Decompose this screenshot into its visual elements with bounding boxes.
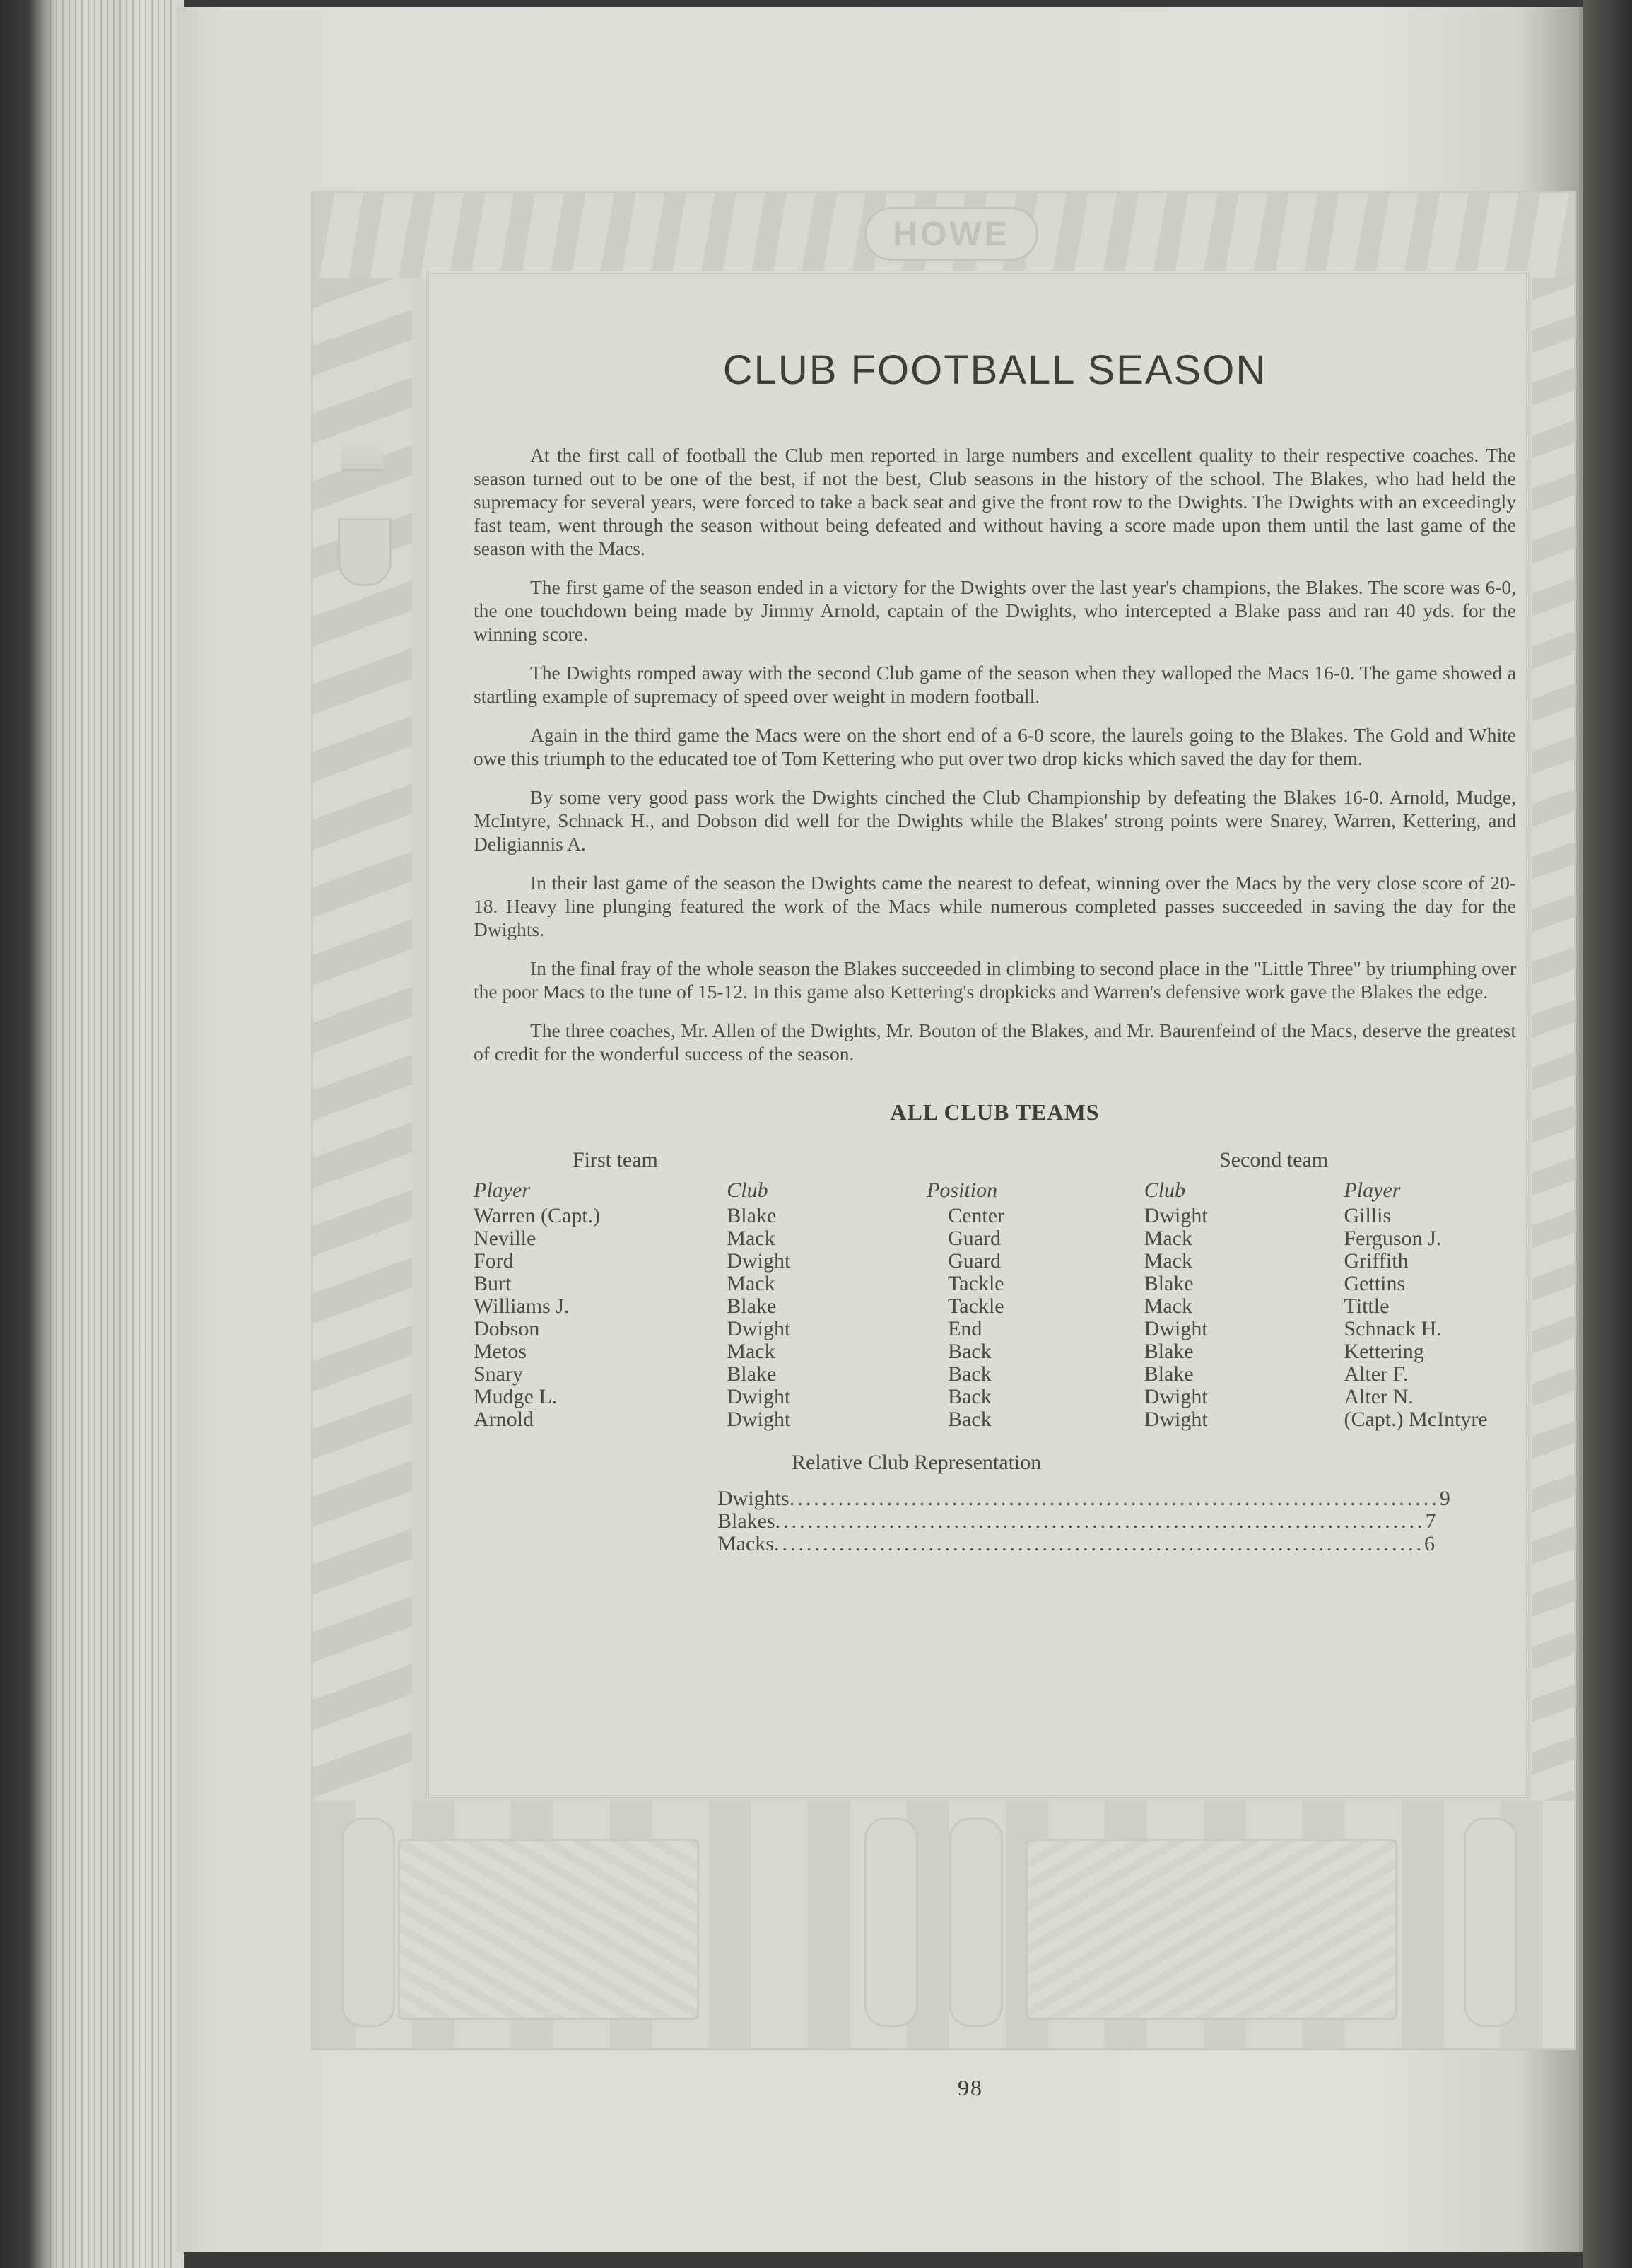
table-cell: Blake: [727, 1204, 777, 1227]
table-cell: Mack: [1144, 1249, 1192, 1273]
page-title: CLUB FOOTBALL SEASON: [722, 347, 1267, 393]
dot-leader: ................................................................................: [789, 1487, 1440, 1510]
table-cell: Mudge L.: [474, 1385, 558, 1408]
table-cell: Snary: [474, 1362, 523, 1386]
paragraph: Again in the third game the Macs were on the short end of a 6-0 score, the laurels going to the Blakes. The Gold and White owe this triumph to the educated toe of Tom Kettering who put over two drop kicks which saved the day for them.: [474, 724, 1516, 769]
scroll-post-icon: [864, 1818, 918, 2027]
table-cell: Back: [948, 1385, 992, 1408]
table-cell: Williams J.: [474, 1294, 570, 1318]
table-cell: Warren (Capt.): [474, 1204, 601, 1227]
frame-right-ornament: [1532, 278, 1574, 1805]
table-cell: Blake: [1144, 1272, 1194, 1295]
all-club-teams-table: [474, 1176, 1516, 1431]
school-logo: HOWE: [864, 207, 1038, 261]
table-cell: Mack: [727, 1227, 775, 1250]
column-header: Club: [727, 1179, 768, 1202]
table-row: [474, 1386, 1516, 1408]
scroll-post-icon: [949, 1818, 1003, 2027]
table-cell: Dobson: [474, 1317, 540, 1340]
all-club-teams-heading: ALL CLUB TEAMS: [890, 1099, 1100, 1125]
team-headings: [474, 1148, 1516, 1176]
representation-row: [717, 1509, 1436, 1533]
table-cell: Dwight: [1144, 1204, 1208, 1227]
table-cell: Mack: [1144, 1227, 1192, 1250]
representation-row: [717, 1532, 1435, 1555]
table-header-row: [474, 1176, 1516, 1205]
table-cell: Blake: [1144, 1340, 1194, 1363]
table-cell: Alter F.: [1344, 1362, 1409, 1386]
table-cell: Gillis: [1344, 1204, 1392, 1227]
table-cell: End: [948, 1317, 982, 1340]
table-body: [474, 1205, 1516, 1431]
frame-bottom-ornament: [313, 1801, 1574, 2048]
book-page-stack: [49, 0, 177, 2268]
table-cell: Tackle: [948, 1272, 1004, 1295]
table-cell: Back: [948, 1362, 992, 1386]
paragraph: In their last game of the season the Dwights came the nearest to defeat, winning over the Macs by the very close score of 20-18. Heavy line plunging featured the work of the Macs while numerous completed passes succeeded in saving the day for the Dwights.: [474, 872, 1516, 940]
table-cell: Dwight: [727, 1385, 791, 1408]
table-cell: Dwight: [1144, 1408, 1208, 1431]
table-row: [474, 1363, 1516, 1386]
table-cell: Center: [948, 1204, 1005, 1227]
club-name: Blakes: [717, 1509, 775, 1533]
scroll-post-icon: [1464, 1818, 1517, 2027]
table-cell: Blake: [727, 1294, 777, 1318]
club-count: 6: [1423, 1532, 1435, 1555]
table-cell: Metos: [474, 1340, 527, 1363]
table-cell: Arnold: [474, 1408, 534, 1431]
table-cell: Tittle: [1344, 1294, 1390, 1318]
paragraph: In the final fray of the whole season the Blakes succeeded in climbing to second place in the "Little Three" by triumphing over the poor Macs to the tune of 15-12. In this game also Kettering's dropkicks and Warren's defensive work gave the Blakes the edge.: [474, 957, 1516, 1003]
table-cell: Mack: [727, 1272, 775, 1295]
dot-leader: ................................................................................: [775, 1509, 1426, 1533]
page-number: 98: [958, 2075, 983, 2100]
table-cell: Dwight: [727, 1249, 791, 1273]
table-cell: Alter N.: [1344, 1385, 1414, 1408]
paragraph: The first game of the season ended in a victory for the Dwights over the last year's champions, the Blakes. The score was 6-0, the one touchdown being made by Jimmy Arnold, captain of the Dwights, who intercepted a Blake pass and ran 40 yds. for the winning score.: [474, 576, 1516, 645]
paragraph: By some very good pass work the Dwights cinched the Club Championship by defeating the Blakes 16-0. Arnold, Mudge, McIntyre, Schnack H., and Dobson did well for the Dwights while the Blakes' strong points were Snarey, Warren, Kettering, and Deligiannis A.: [474, 786, 1516, 855]
table-cell: Tackle: [948, 1294, 1004, 1318]
table-cell: Schnack H.: [1344, 1317, 1442, 1340]
article-body: [474, 443, 1516, 1065]
house-scene-illustration: [1026, 1839, 1397, 2020]
paragraph: At the first call of football the Club men reported in large numbers and excellent quality to their respective coaches. The season turned out to be one of the best, if not the best, Club seasons in the history of the school. The Blakes, who had held the supremacy for several years, were forced to take a back seat and give the front row to the Dwights. The Dwights with an exceedingly fast team, went through the season without being defeated and without having a score made upon them until the last game of the season with the Macs.: [474, 444, 1516, 559]
table-row: [474, 1318, 1516, 1340]
representation-row: [717, 1487, 1450, 1510]
table-cell: Guard: [948, 1227, 1002, 1250]
club-count: 9: [1439, 1487, 1450, 1510]
book-binding-shadow: [1583, 0, 1632, 2268]
frame-left-ornament: [313, 278, 412, 1805]
table-cell: Mack: [1144, 1294, 1192, 1318]
table-cell: Ferguson J.: [1344, 1227, 1442, 1250]
table-cell: (Capt.) McIntyre: [1344, 1408, 1488, 1431]
table-row: [474, 1295, 1516, 1318]
representation-heading: Relative Club Representation: [792, 1451, 1042, 1474]
table-cell: Mack: [727, 1340, 775, 1363]
table-cell: Guard: [948, 1249, 1002, 1273]
club-name: Macks: [717, 1532, 774, 1555]
table-cell: Kettering: [1344, 1340, 1424, 1363]
table-cell: Dwight: [1144, 1385, 1208, 1408]
table-cell: Back: [948, 1408, 992, 1431]
page-content: [474, 346, 1516, 1555]
first-team-label: First team: [573, 1148, 658, 1171]
shield-icon: [338, 518, 392, 586]
column-header: Club: [1144, 1179, 1186, 1202]
column-header: Player: [474, 1179, 530, 1202]
column-header: Position: [927, 1179, 998, 1202]
paragraph: The three coaches, Mr. Allen of the Dwights, Mr. Bouton of the Blakes, and Mr. Baurenfeind of the Macs, deserve the greatest of credit for the wonderful success of the season.: [474, 1019, 1516, 1065]
table-row: [474, 1340, 1516, 1363]
representation-list: [474, 1487, 1516, 1555]
table-cell: Dwight: [1144, 1317, 1208, 1340]
club-name: Dwights: [717, 1487, 789, 1510]
table-row: [474, 1205, 1516, 1227]
club-count: 7: [1425, 1509, 1436, 1533]
table-cell: Dwight: [727, 1317, 791, 1340]
table-row: [474, 1408, 1516, 1431]
table-row: [474, 1250, 1516, 1273]
paragraph: The Dwights romped away with the second Club game of the season when they walloped the Macs 16-0. The game showed a startling example of supremacy of speed over weight in modern football.: [474, 662, 1516, 707]
table-row: [474, 1227, 1516, 1250]
table-cell: Ford: [474, 1249, 514, 1273]
dot-leader: ................................................................................: [773, 1532, 1424, 1555]
table-cell: Burt: [474, 1272, 512, 1295]
crown-icon: [341, 440, 384, 472]
scroll-post-icon: [341, 1818, 395, 2027]
table-cell: Griffith: [1344, 1249, 1409, 1273]
table-cell: Blake: [1144, 1362, 1194, 1386]
table-cell: Back: [948, 1340, 992, 1363]
table-cell: Neville: [474, 1227, 536, 1250]
cannon-scene-illustration: [398, 1839, 699, 2020]
column-header: Player: [1344, 1179, 1401, 1202]
table-cell: Dwight: [727, 1408, 791, 1431]
table-cell: Blake: [727, 1362, 777, 1386]
table-cell: Gettins: [1344, 1272, 1406, 1295]
second-team-label: Second team: [1219, 1148, 1329, 1171]
table-row: [474, 1273, 1516, 1295]
